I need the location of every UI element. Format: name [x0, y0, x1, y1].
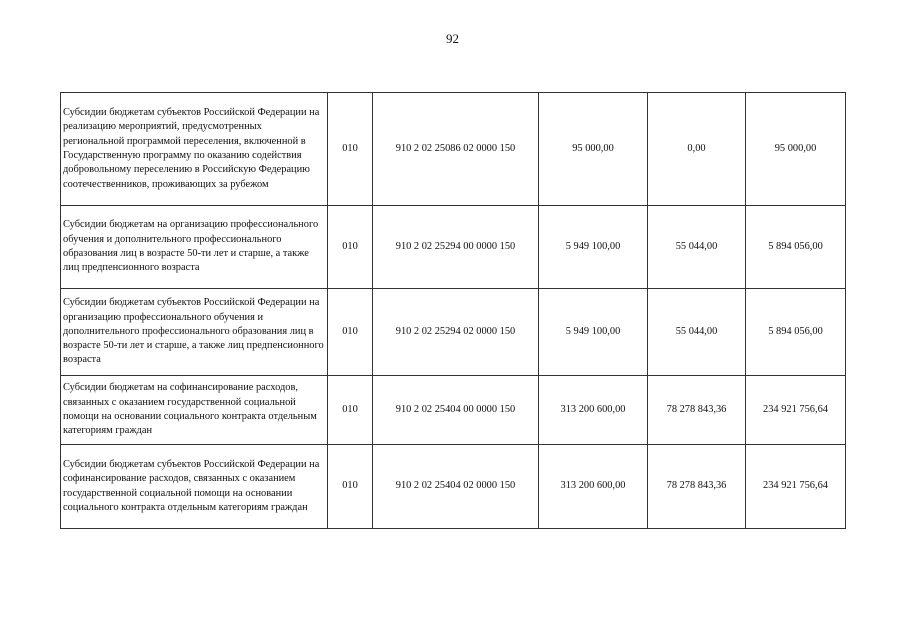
unexecuted-amount-cell: 234 921 756,64 — [746, 376, 846, 445]
budget-classification-code-cell: 910 2 02 25294 00 0000 150 — [373, 206, 539, 289]
line-code-cell: 010 — [328, 206, 373, 289]
unexecuted-amount-cell: 95 000,00 — [746, 93, 846, 206]
executed-amount-cell: 55 044,00 — [648, 289, 746, 376]
executed-amount-cell: 78 278 843,36 — [648, 376, 746, 445]
income-name-cell: Субсидии бюджетам субъектов Российской Федерации на реализацию мероприятий, предусмотренных региональной программой переселения, включенной в Государственную программу по оказанию содействия добровольному переселению в Российскую Федерацию соотечественников, проживающих за рубежом — [61, 93, 328, 206]
budget-classification-code-cell: 910 2 02 25404 00 0000 150 — [373, 376, 539, 445]
line-code-cell: 010 — [328, 445, 373, 529]
budget-classification-code-cell: 910 2 02 25294 02 0000 150 — [373, 289, 539, 376]
income-name-cell: Субсидии бюджетам субъектов Российской Федерации на организацию профессионального обучения и дополнительного профессионального образования лиц в возрасте 50-ти лет и старше, а также лиц предпенсионного возраста — [61, 289, 328, 376]
unexecuted-amount-cell: 5 894 056,00 — [746, 206, 846, 289]
approved-amount-cell: 313 200 600,00 — [539, 376, 648, 445]
line-code-cell: 010 — [328, 93, 373, 206]
table-row — [61, 376, 846, 445]
table-row — [61, 206, 846, 289]
approved-amount-cell: 5 949 100,00 — [539, 289, 648, 376]
executed-amount-cell: 0,00 — [648, 93, 746, 206]
table-row — [61, 445, 846, 529]
page-number: 92 — [446, 31, 459, 46]
executed-amount-cell: 78 278 843,36 — [648, 445, 746, 529]
budget-subsidies-table — [60, 92, 846, 529]
unexecuted-amount-cell: 234 921 756,64 — [746, 445, 846, 529]
income-name-cell: Субсидии бюджетам на софинансирование расходов, связанных с оказанием государственной социальной помощи на основании социального контракта отдельным категориям граждан — [61, 376, 328, 445]
income-name-cell: Субсидии бюджетам субъектов Российской Федерации на софинансирование расходов, связанных с оказанием государственной социальной помощи на основании социального контракта отдельным категориям граждан — [61, 445, 328, 529]
approved-amount-cell: 5 949 100,00 — [539, 206, 648, 289]
executed-amount-cell: 55 044,00 — [648, 206, 746, 289]
budget-classification-code-cell: 910 2 02 25404 02 0000 150 — [373, 445, 539, 529]
table-row — [61, 93, 846, 206]
unexecuted-amount-cell: 5 894 056,00 — [746, 289, 846, 376]
line-code-cell: 010 — [328, 289, 373, 376]
approved-amount-cell: 313 200 600,00 — [539, 445, 648, 529]
income-name-cell: Субсидии бюджетам на организацию профессионального обучения и дополнительного профессионального образования лиц в возрасте 50-ти лет и старше, а также лиц предпенсионного возраста — [61, 206, 328, 289]
budget-classification-code-cell: 910 2 02 25086 02 0000 150 — [373, 93, 539, 206]
table-row — [61, 289, 846, 376]
line-code-cell: 010 — [328, 376, 373, 445]
approved-amount-cell: 95 000,00 — [539, 93, 648, 206]
